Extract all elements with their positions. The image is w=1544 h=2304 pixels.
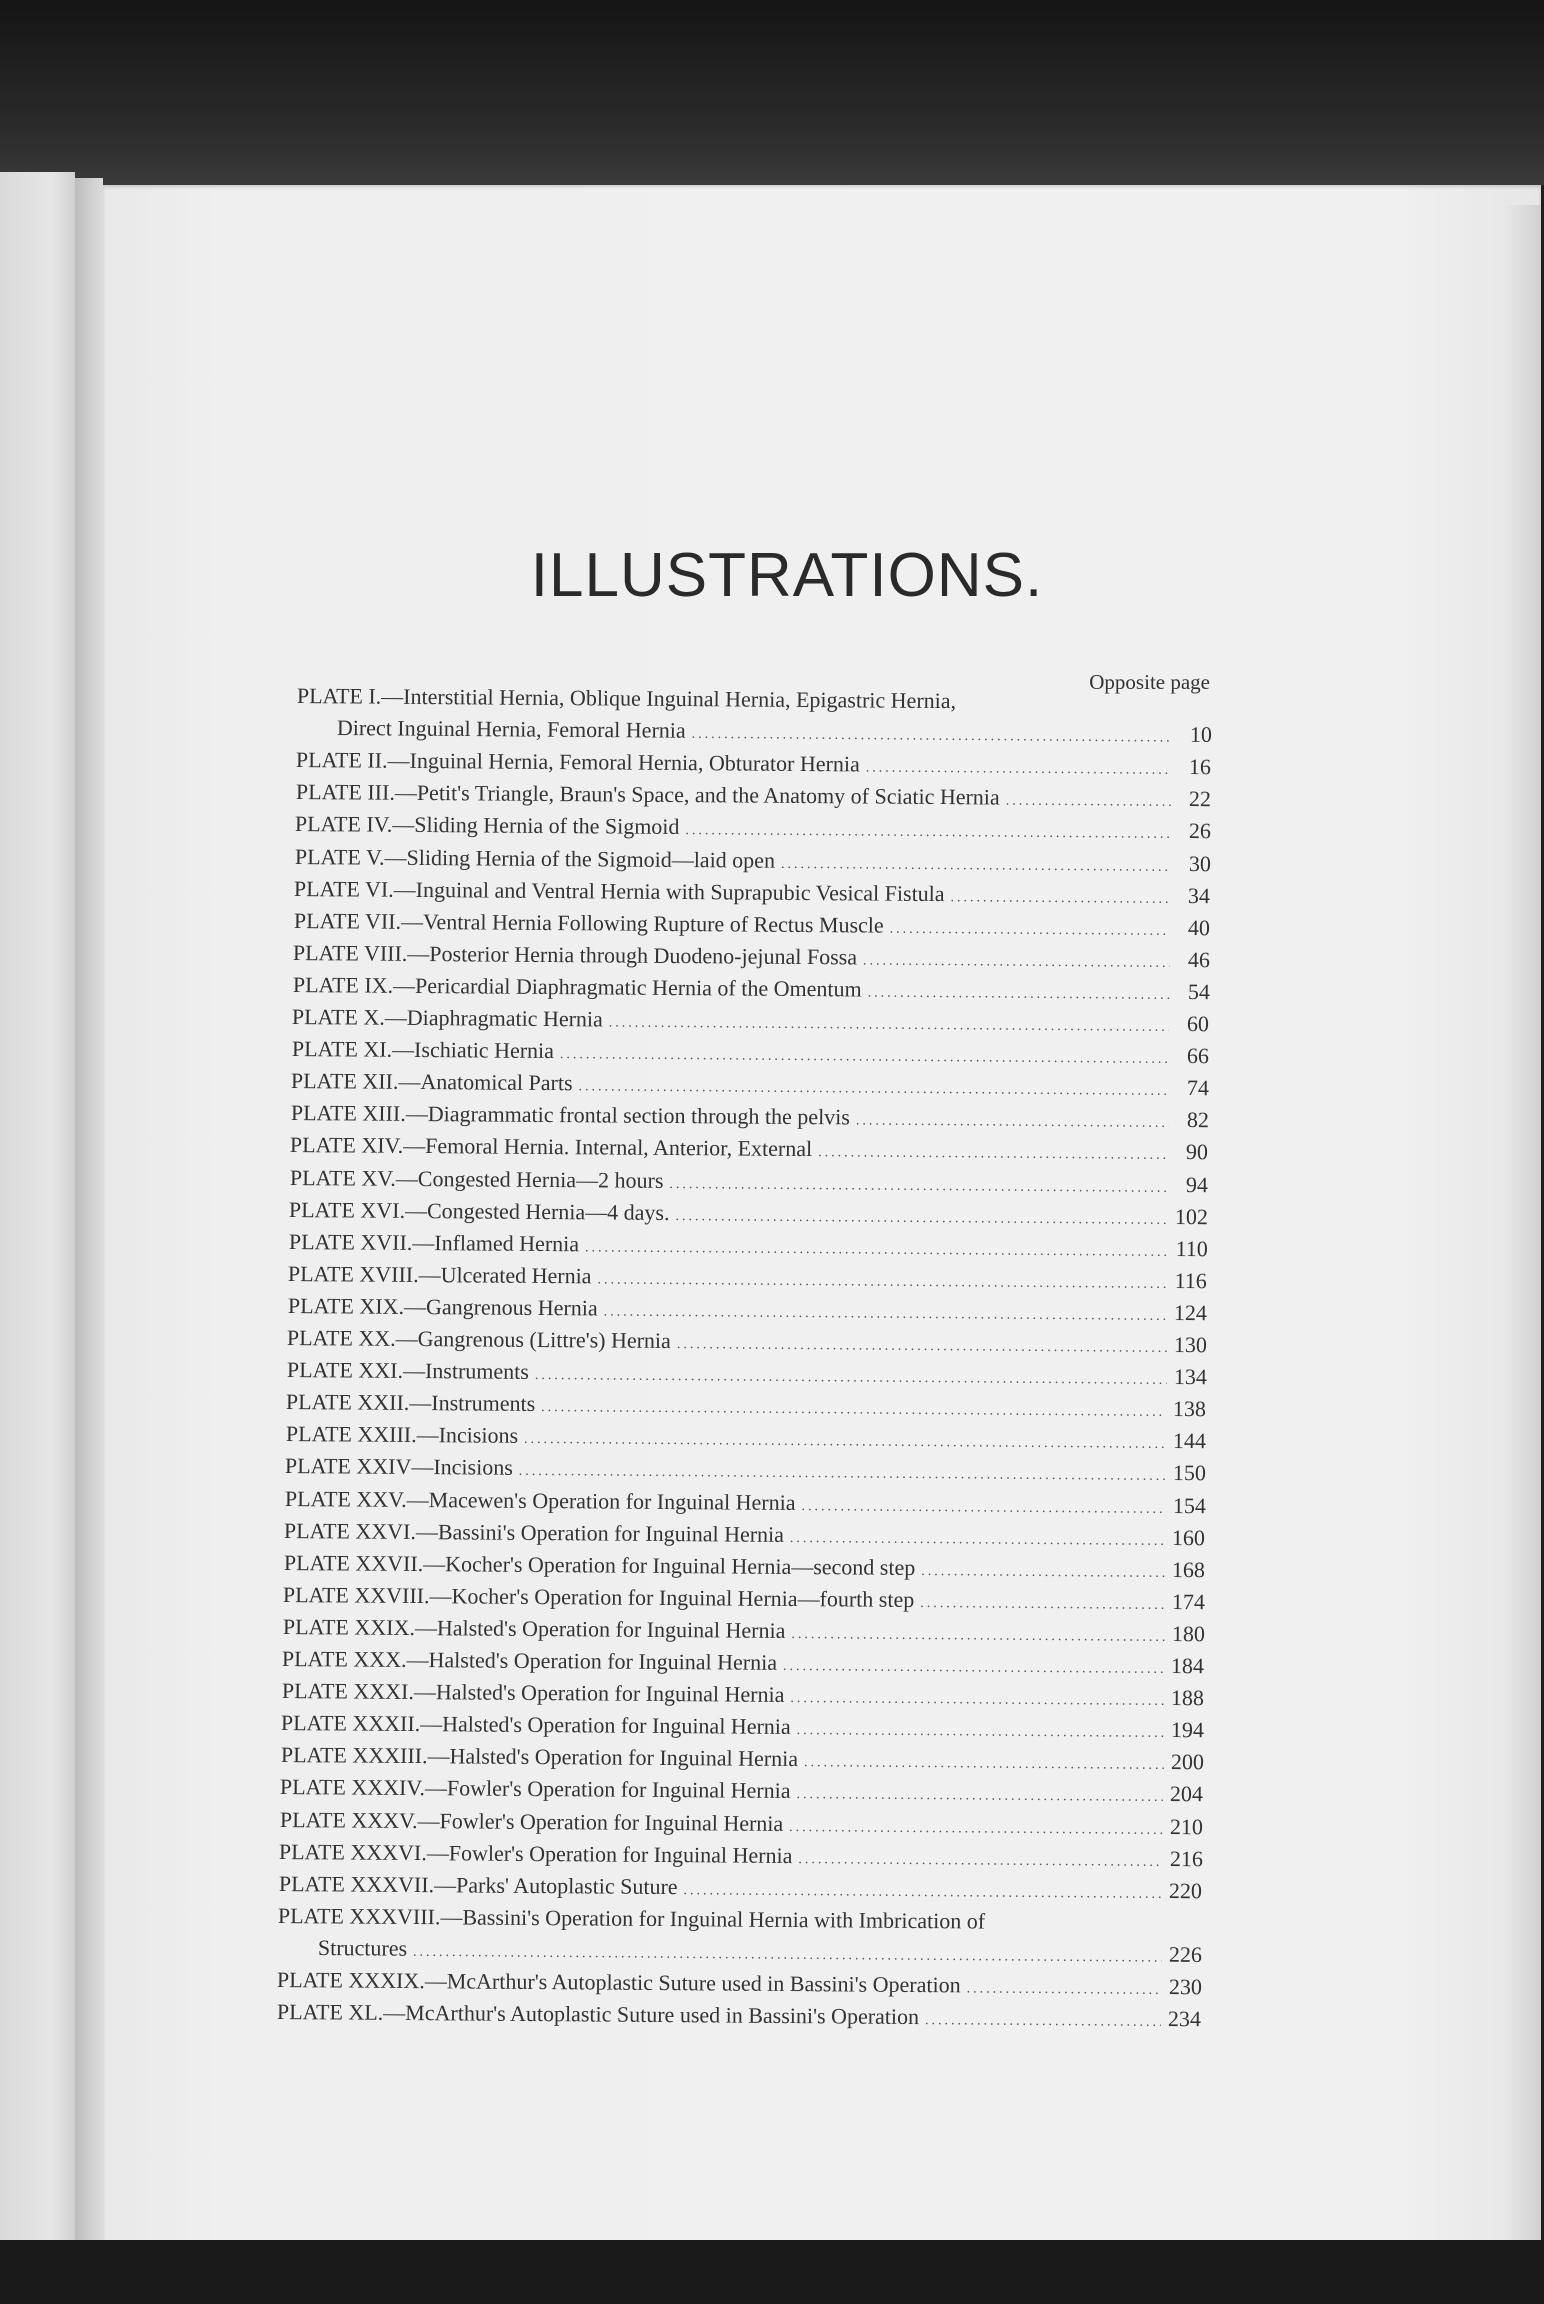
list-item-text: PLATE VII.—Ventral Hernia Following Rupture of Rectus Muscle xyxy=(293,907,884,938)
list-item xyxy=(279,1839,1203,1872)
list-item-text: PLATE XVII.—Inflamed Hernia xyxy=(288,1228,580,1256)
page-number: 138 xyxy=(1172,1396,1206,1422)
list-item xyxy=(291,1100,1209,1133)
list-item xyxy=(318,1935,1202,1968)
list-item-text: PLATE XXV.—Macewen's Operation for Inguinal Hernia xyxy=(284,1485,796,1515)
list-item xyxy=(295,844,1211,877)
list-item xyxy=(292,1004,1209,1037)
list-item xyxy=(285,1453,1206,1486)
list-item xyxy=(337,715,1212,748)
list-item xyxy=(280,1774,1203,1807)
list-item xyxy=(288,1261,1207,1294)
list-item xyxy=(290,1165,1208,1198)
list-item xyxy=(290,1132,1208,1165)
page-number: 220 xyxy=(1168,1877,1202,1903)
dot-leader xyxy=(796,1787,1162,1806)
dot-leader xyxy=(585,1240,1168,1261)
list-item xyxy=(282,1646,1204,1679)
dot-leader xyxy=(863,953,1170,971)
page-number: 94 xyxy=(1185,1171,1208,1197)
dot-leader xyxy=(951,890,1170,908)
dot-leader xyxy=(797,1723,1164,1742)
list-item-text: PLATE XIII.—Diagrammatic frontal section through the pelvis xyxy=(290,1100,851,1130)
list-item-text: PLATE X.—Diaphragmatic Hernia xyxy=(291,1004,603,1032)
page-number: 204 xyxy=(1169,1781,1203,1807)
list-item-text: PLATE XXVII.—Kocher's Operation for Inguinal Hernia—second step xyxy=(283,1549,916,1580)
dot-leader xyxy=(925,2013,1161,2031)
list-item-text: PLATE XV.—Congested Hernia—2 hours xyxy=(289,1164,664,1193)
list-item-text: Structures xyxy=(317,1934,408,1961)
dot-leader xyxy=(818,1146,1168,1165)
page-number: 82 xyxy=(1186,1107,1209,1133)
list-item xyxy=(284,1518,1205,1551)
page-number: 174 xyxy=(1171,1588,1205,1615)
list-item xyxy=(289,1229,1208,1262)
dot-leader xyxy=(890,921,1170,939)
page-number: 168 xyxy=(1171,1556,1205,1582)
list-item xyxy=(277,1999,1201,2032)
dot-leader xyxy=(413,1945,1162,1967)
list-item-text: PLATE IV.—Sliding Hernia of the Sigmoid xyxy=(294,811,680,840)
page-number: 234 xyxy=(1167,2006,1201,2032)
dot-leader xyxy=(790,1691,1164,1710)
dot-leader xyxy=(524,1432,1166,1453)
list-item-text: PLATE XXXVI.—Fowler's Operation for Inguinal Hernia xyxy=(278,1838,793,1868)
dot-leader xyxy=(804,1755,1164,1774)
list-item xyxy=(296,779,1211,812)
dot-leader xyxy=(692,727,1172,747)
page-number: 210 xyxy=(1169,1813,1203,1839)
dot-leader xyxy=(675,1209,1167,1229)
page-number: 54 xyxy=(1187,978,1210,1005)
list-item-text: PLATE I.—Interstitial Hernia, Oblique Inguinal Hernia, Epigastric Hernia, xyxy=(296,683,957,714)
page-number: 226 xyxy=(1168,1941,1202,1967)
page-number: 160 xyxy=(1171,1524,1205,1550)
page-number: 154 xyxy=(1172,1492,1206,1518)
list-item xyxy=(277,1967,1202,2000)
list-item xyxy=(293,972,1210,1005)
list-item xyxy=(287,1357,1207,1390)
list-item-text: PLATE XXXIV.—Fowler's Operation for Inguinal Hernia xyxy=(279,1774,791,1804)
list-item xyxy=(289,1197,1208,1230)
dot-leader xyxy=(1006,794,1171,811)
list-item xyxy=(285,1486,1206,1519)
dot-leader xyxy=(677,1337,1167,1357)
list-item-text: PLATE XXIII.—Incisions xyxy=(285,1421,519,1449)
list-item xyxy=(283,1582,1205,1615)
dot-leader xyxy=(609,1015,1169,1035)
dot-leader xyxy=(801,1499,1165,1518)
dot-leader xyxy=(685,823,1171,843)
dot-leader xyxy=(541,1400,1166,1421)
list-item xyxy=(284,1550,1205,1583)
page-number: 10 xyxy=(1189,721,1212,747)
page-number: 90 xyxy=(1185,1139,1208,1165)
page-number: 16 xyxy=(1188,754,1211,780)
page-number: 144 xyxy=(1172,1428,1206,1454)
dot-leader xyxy=(789,1820,1163,1839)
page-number: 184 xyxy=(1170,1652,1204,1679)
list-item-text: PLATE XXXV.—Fowler's Operation for Inguinal Hernia xyxy=(279,1806,784,1836)
page-number: 110 xyxy=(1175,1235,1208,1261)
list-item-text: PLATE XX.—Gangrenous (Littre's) Hernia xyxy=(286,1325,671,1354)
list-item xyxy=(283,1614,1205,1647)
list-item xyxy=(286,1421,1206,1454)
dot-leader xyxy=(519,1464,1166,1485)
list-item xyxy=(295,811,1211,844)
list-item-text: PLATE XXXI.—Halsted's Operation for Inguinal Hernia xyxy=(281,1678,785,1708)
page-number: 134 xyxy=(1173,1364,1207,1390)
list-item xyxy=(286,1389,1206,1422)
dot-leader xyxy=(669,1176,1168,1196)
page-number: 60 xyxy=(1186,1011,1209,1037)
list-item-text: PLATE VI.—Inguinal and Ventral Hernia with Suprapubic Vesical Fistula xyxy=(293,875,945,906)
list-item-text: PLATE XXVI.—Bassini's Operation for Inguinal Hernia xyxy=(283,1517,785,1547)
list-item-text: PLATE XXXVII.—Parks' Autoplastic Suture xyxy=(278,1870,678,1899)
list-item xyxy=(294,876,1210,909)
dot-leader xyxy=(783,1659,1164,1678)
page-number: 116 xyxy=(1174,1267,1207,1294)
dot-leader xyxy=(597,1272,1166,1292)
page-number: 102 xyxy=(1174,1203,1208,1229)
page-number: 46 xyxy=(1187,946,1210,972)
list-item xyxy=(288,1293,1207,1326)
column-header: Opposite page xyxy=(1089,670,1210,694)
list-item xyxy=(294,908,1210,941)
list-item-text: Direct Inguinal Hernia, Femoral Hernia xyxy=(336,715,686,743)
list-item-text: PLATE II.—Inguinal Hernia, Femoral Hernia, Obturator Hernia xyxy=(295,747,860,777)
dot-leader xyxy=(560,1047,1169,1068)
list-item-text: PLATE XXXVIII.—Bassini's Operation for Inguinal Hernia with Imbrication of xyxy=(277,1902,986,1934)
list-item-text: PLATE XVIII.—Ulcerated Hernia xyxy=(287,1260,592,1289)
list-item-text: PLATE V.—Sliding Hernia of the Sigmoid—laid open xyxy=(294,843,776,873)
page-number: 34 xyxy=(1187,882,1210,908)
list-item xyxy=(291,1068,1209,1101)
page-number: 230 xyxy=(1168,1974,1202,2000)
page-number: 74 xyxy=(1186,1075,1209,1101)
list-item xyxy=(293,940,1210,973)
list-item-text: PLATE XXXIII.—Halsted's Operation for Inguinal Hernia xyxy=(280,1742,799,1772)
dot-leader xyxy=(921,1564,1165,1582)
list-item-text: PLATE XVI.—Congested Hernia—4 days. xyxy=(288,1196,670,1225)
page-number: 66 xyxy=(1186,1043,1209,1069)
list-item-text: PLATE XXIX.—Halsted's Operation for Inguinal Hernia xyxy=(282,1613,786,1643)
dot-leader xyxy=(604,1304,1167,1324)
list-item-text: PLATE VIII.—Posterior Hernia through Duodeno-jejunal Fossa xyxy=(292,939,858,970)
page-number: 26 xyxy=(1188,818,1211,844)
list-item-text: PLATE XIX.—Gangrenous Hernia xyxy=(287,1292,598,1321)
list-item xyxy=(296,747,1211,780)
list-item-text: PLATE XL.—McArthur's Autoplastic Suture used in Bassini's Operation xyxy=(276,1999,920,2030)
dot-leader xyxy=(868,985,1170,1003)
dot-leader xyxy=(790,1531,1165,1550)
page-number: 124 xyxy=(1173,1299,1207,1326)
page-number: 130 xyxy=(1173,1331,1207,1358)
list-item-text: PLATE XIV.—Femoral Hernia. Internal, Anterior, External xyxy=(289,1132,813,1162)
list-item-text: PLATE XXII.—Instruments xyxy=(285,1389,536,1417)
dot-leader xyxy=(791,1627,1165,1646)
dot-leader xyxy=(866,761,1171,779)
list-item xyxy=(282,1678,1204,1711)
list-item-text: PLATE XXIV—Incisions xyxy=(284,1453,513,1481)
list-item-text: PLATE XXX.—Halsted's Operation for Inguinal Hernia xyxy=(281,1646,778,1675)
dot-leader xyxy=(798,1852,1163,1871)
dot-leader xyxy=(967,1981,1162,1999)
list-item-text: PLATE XXXII.—Halsted's Operation for Inguinal Hernia xyxy=(280,1710,791,1740)
page-title: ILLUSTRATIONS. xyxy=(530,541,1044,610)
list-item-text: PLATE XXXIX.—McArthur's Autoplastic Suture used in Bassini's Operation xyxy=(276,1967,961,1998)
page-number: 194 xyxy=(1170,1717,1204,1743)
dot-leader xyxy=(535,1368,1167,1389)
dot-leader xyxy=(578,1079,1168,1100)
dot-leader xyxy=(781,856,1171,875)
list-item xyxy=(279,1871,1202,1904)
list-item-text: PLATE XII.—Anatomical Parts xyxy=(290,1068,573,1096)
list-item-text: PLATE IX.—Pericardial Diaphragmatic Hernia of the Omentum xyxy=(292,971,862,1002)
list-item-text: PLATE XXI.—Instruments xyxy=(286,1357,529,1384)
list-item xyxy=(287,1325,1207,1358)
dot-leader xyxy=(684,1883,1162,1903)
list-item xyxy=(281,1742,1204,1775)
dot-leader xyxy=(920,1596,1165,1614)
list-item-text: PLATE XXVIII.—Kocher's Operation for Inguinal Hernia—fourth step xyxy=(282,1581,915,1612)
page-number: 216 xyxy=(1169,1845,1203,1871)
list-item xyxy=(292,1036,1209,1069)
list-item xyxy=(280,1807,1203,1840)
dot-leader xyxy=(856,1114,1169,1132)
list-item-text: PLATE XI.—Ischiatic Hernia xyxy=(291,1036,555,1064)
page-number: 150 xyxy=(1172,1460,1206,1486)
list-item-text: PLATE III.—Petit's Triangle, Braun's Space, and the Anatomy of Sciatic Hernia xyxy=(295,779,1000,810)
page-number: 22 xyxy=(1188,786,1211,812)
page-number: 200 xyxy=(1170,1749,1204,1775)
page-number: 188 xyxy=(1170,1685,1204,1711)
page-number: 40 xyxy=(1187,914,1210,940)
page-number: 180 xyxy=(1171,1620,1205,1647)
page-number: 30 xyxy=(1188,850,1211,876)
list-item xyxy=(281,1710,1204,1743)
